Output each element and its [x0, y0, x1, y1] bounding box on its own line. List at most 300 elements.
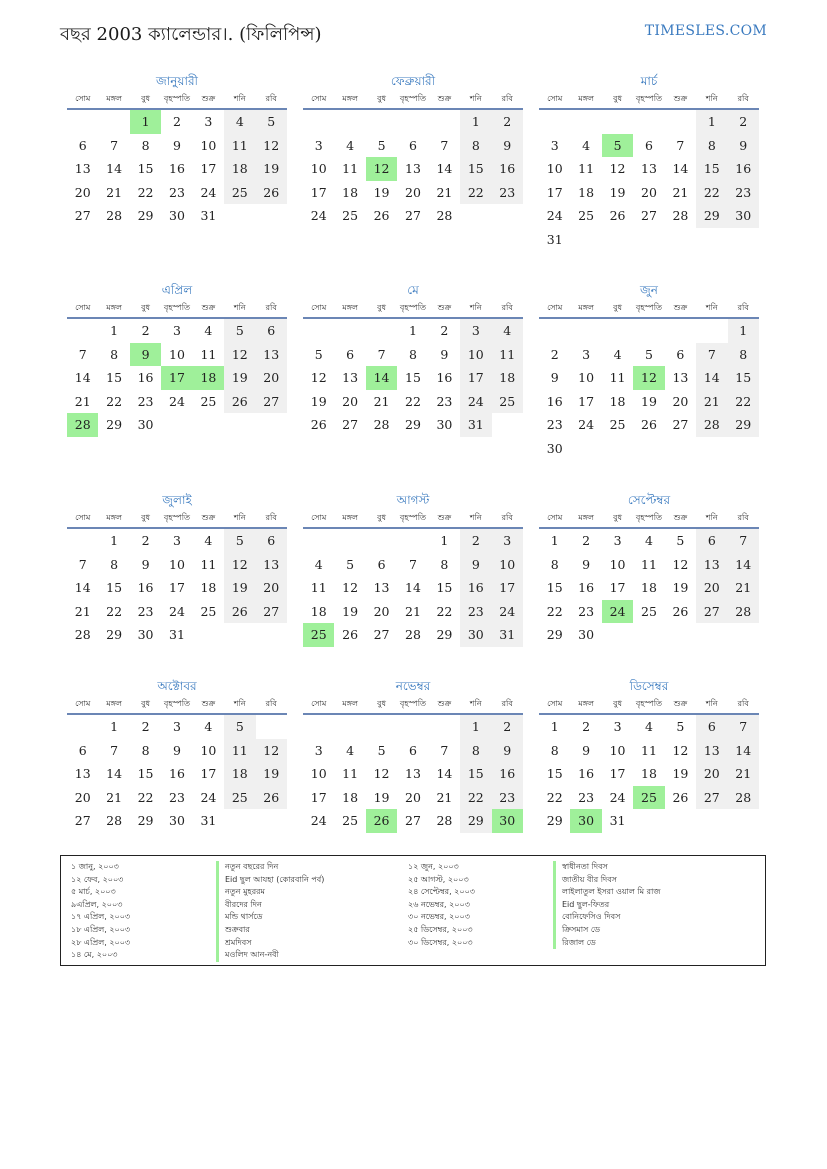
day-cell: 31	[200, 208, 217, 223]
day-cell: 16	[169, 161, 185, 176]
holiday-name: জাতীয় বীর দিবস	[553, 874, 661, 887]
day-cell: 17	[310, 789, 327, 805]
empty-day-cell	[256, 623, 287, 647]
day-cell: 7	[440, 137, 449, 153]
week-row	[303, 204, 523, 228]
month-name: ডিসেম্বর	[629, 679, 669, 693]
day-cell: 29	[106, 627, 123, 642]
week-row	[539, 623, 759, 647]
holiday-date: ৩০ ডিসেম্বর, ২০০৩	[408, 937, 473, 947]
day-cell: 28	[373, 417, 390, 432]
day-cell: 23	[137, 393, 154, 409]
day-cell: 13	[641, 161, 657, 176]
day-cell: 23	[137, 603, 154, 619]
holiday-name: শ্রমদিবস	[216, 937, 324, 950]
day-cell: 9	[141, 556, 150, 572]
day-cell: 15	[405, 370, 421, 385]
day-cell: 13	[256, 343, 287, 367]
day-cell: 12	[672, 742, 689, 758]
day-cell: 5	[256, 110, 287, 134]
week-row	[67, 157, 287, 181]
day-cell: 3	[460, 319, 491, 343]
day-cell: 8	[460, 739, 491, 763]
day-cell: 16	[436, 370, 453, 385]
day-cell: 18	[310, 603, 327, 619]
day-cell: 30	[578, 627, 595, 642]
day-cell: 15	[696, 157, 727, 181]
weekday-label: বৃহস্পতি	[399, 513, 427, 522]
weekday-label: শুক্র	[437, 303, 452, 312]
day-cell: 23	[578, 789, 595, 805]
weekday-label: মঙ্গল	[106, 94, 122, 103]
day-cell: 24	[546, 208, 563, 223]
day-cell: 8	[728, 343, 759, 367]
holiday-name: লাইলাতুল ইসরা ওয়াল মি রাজ	[553, 886, 661, 899]
day-cell: 3	[492, 529, 523, 553]
day-cell: 4	[492, 319, 523, 343]
day-cell: 9	[728, 134, 759, 158]
day-cell: 19	[672, 766, 689, 781]
day-cell: 25	[578, 208, 595, 223]
week-row	[303, 739, 523, 763]
weekday-label: শুক্র	[201, 94, 216, 103]
week-row	[303, 600, 523, 624]
holiday-date: ২৮ এপ্রিল, ২০০৩	[71, 937, 131, 947]
month-name: জুন	[640, 283, 658, 297]
weekday-label: শুক্র	[673, 699, 688, 708]
week-row	[539, 181, 759, 205]
weekday-label: সোম	[547, 94, 563, 103]
empty-day-cell	[570, 437, 601, 461]
day-cell: 14	[696, 366, 727, 390]
empty-day-cell	[492, 204, 523, 228]
weekday-header	[67, 695, 287, 715]
holiday-day-cell: 26	[366, 809, 397, 833]
day-cell: 23	[169, 789, 185, 805]
day-cell: 14	[728, 553, 759, 577]
weekday-label: বুধ	[377, 513, 387, 522]
day-cell: 5	[224, 319, 255, 343]
weekday-label: রবি	[737, 303, 749, 312]
empty-day-cell	[397, 110, 428, 134]
weekday-label: শুক্র	[673, 303, 688, 312]
weekday-header	[303, 695, 523, 715]
day-cell: 10	[310, 766, 327, 781]
week-row	[67, 181, 287, 205]
day-cell: 6	[696, 715, 727, 739]
week-row	[539, 413, 759, 437]
month-calendar	[67, 281, 287, 437]
week-row	[539, 157, 759, 181]
weekday-label: রবি	[501, 699, 513, 708]
day-cell: 2	[728, 110, 759, 134]
day-cell: 13	[373, 580, 390, 595]
day-cell: 21	[728, 576, 759, 600]
day-cell: 1	[440, 533, 449, 548]
day-cell: 11	[342, 766, 359, 781]
day-cell: 22	[546, 603, 563, 619]
day-cell: 18	[492, 366, 523, 390]
day-cell: 8	[141, 742, 150, 758]
weekday-label: শুক্র	[673, 94, 688, 103]
day-cell: 31	[460, 413, 491, 437]
week-row	[303, 413, 523, 437]
day-cell: 8	[460, 134, 491, 158]
weekday-label: শনি	[469, 94, 482, 103]
day-cell: 10	[460, 343, 491, 367]
holiday-day-cell: 12	[366, 157, 397, 181]
week-row	[303, 762, 523, 786]
day-cell: 21	[106, 184, 123, 200]
day-cell: 12	[224, 343, 255, 367]
day-cell: 23	[578, 603, 595, 619]
day-cell: 7	[78, 556, 87, 572]
day-cell: 4	[346, 137, 355, 153]
empty-day-cell	[429, 715, 460, 739]
weekday-label: মঙ্গল	[106, 303, 122, 312]
empty-day-cell	[366, 529, 397, 553]
week-row	[67, 529, 287, 553]
empty-day-cell	[224, 809, 255, 833]
day-cell: 18	[641, 580, 657, 595]
weekday-label: শনি	[705, 699, 718, 708]
day-cell: 29	[436, 627, 453, 642]
empty-day-cell	[366, 110, 397, 134]
day-cell: 26	[224, 390, 255, 414]
weekday-label: শুক্র	[201, 303, 216, 312]
weekday-label: মঙ্গল	[342, 699, 358, 708]
empty-day-cell	[728, 437, 759, 461]
empty-day-cell	[570, 319, 601, 343]
day-cell: 26	[672, 603, 689, 619]
empty-day-cell	[303, 319, 334, 343]
weekday-label: মঙ্গল	[578, 513, 594, 522]
day-cell: 14	[106, 766, 123, 781]
day-cell: 31	[169, 627, 185, 642]
holiday-name: ক্রিসমাস ডে	[553, 924, 661, 937]
day-cell: 3	[314, 742, 323, 758]
day-cell: 17	[200, 161, 217, 176]
day-cell: 16	[460, 576, 491, 600]
holiday-date: ১৭ এপ্রিল, ২০০৩	[71, 912, 131, 922]
day-cell: 26	[224, 600, 255, 624]
month-name: ফেব্রুয়ারী	[390, 74, 436, 88]
day-cell: 27	[641, 208, 657, 223]
day-cell: 30	[436, 417, 453, 432]
day-cell: 25	[492, 390, 523, 414]
day-cell: 26	[342, 627, 359, 642]
day-cell: 31	[200, 813, 217, 828]
day-cell: 28	[672, 208, 689, 223]
day-cell: 29	[405, 417, 421, 432]
week-row	[303, 366, 523, 390]
day-cell: 15	[546, 580, 563, 595]
weekday-header	[539, 695, 759, 715]
empty-day-cell	[161, 413, 192, 437]
day-cell: 26	[310, 417, 327, 432]
day-cell: 9	[582, 742, 591, 758]
day-cell: 24	[609, 789, 626, 805]
holiday-name: বোনিফেসিও দিবস	[553, 911, 661, 924]
empty-day-cell	[67, 715, 98, 739]
empty-day-cell	[633, 319, 664, 343]
empty-day-cell	[665, 437, 696, 461]
day-cell: 20	[696, 576, 727, 600]
day-cell: 25	[200, 393, 217, 409]
weekday-label: বৃহস্পতি	[163, 303, 191, 312]
day-cell: 10	[169, 556, 185, 572]
day-cell: 8	[110, 346, 119, 362]
weekday-label: সোম	[547, 303, 563, 312]
day-cell: 4	[224, 110, 255, 134]
weekday-label: সোম	[311, 303, 327, 312]
empty-day-cell	[539, 319, 570, 343]
day-cell: 4	[204, 533, 213, 548]
day-cell: 19	[641, 393, 657, 409]
weekday-label: রবি	[265, 699, 277, 708]
day-cell: 1	[696, 110, 727, 134]
day-cell: 6	[377, 556, 386, 572]
day-cell: 6	[256, 529, 287, 553]
day-cell: 13	[256, 553, 287, 577]
day-cell: 19	[342, 603, 359, 619]
month-name: জুলাই	[162, 493, 192, 507]
empty-day-cell	[696, 623, 727, 647]
weekday-label: শনি	[233, 513, 246, 522]
empty-day-cell	[256, 715, 287, 739]
day-cell: 8	[696, 134, 727, 158]
day-cell: 10	[609, 556, 626, 572]
day-cell: 24	[492, 600, 523, 624]
day-cell: 14	[405, 580, 421, 595]
month-name: এপ্রিল	[161, 283, 193, 297]
holiday-date: ৫ মার্চ, ২০০৩	[71, 887, 116, 897]
day-cell: 6	[645, 137, 653, 153]
day-cell: 30	[169, 813, 185, 828]
holiday-date: ২৪ সেপ্টেম্বর, ২০০৩	[408, 887, 475, 897]
day-cell: 29	[137, 208, 154, 223]
day-cell: 18	[609, 393, 626, 409]
holiday-name: রিজাল ডে	[553, 937, 661, 950]
week-row	[67, 110, 287, 134]
weekday-label: রবি	[265, 94, 277, 103]
site-name-link[interactable]: TIMESLES.COM	[644, 23, 767, 39]
day-cell: 23	[460, 600, 491, 624]
day-cell: 20	[256, 366, 287, 390]
empty-day-cell	[334, 110, 365, 134]
day-cell: 17	[546, 184, 563, 200]
empty-day-cell	[570, 110, 601, 134]
weekday-label: বৃহস্পতি	[635, 699, 663, 708]
day-cell: 27	[256, 600, 287, 624]
holiday-date: ৩০ নভেম্বর, ২০০৩	[408, 912, 470, 922]
month-calendar	[303, 491, 523, 647]
day-cell: 5	[224, 715, 255, 739]
empty-day-cell	[728, 809, 759, 833]
holiday-name: শুক্রবার	[216, 924, 324, 937]
day-cell: 3	[173, 719, 181, 734]
day-cell: 10	[200, 742, 217, 758]
day-cell: 19	[224, 576, 255, 600]
holiday-date: ১২ জুন, ২০০৩	[408, 862, 459, 871]
empty-day-cell	[665, 319, 696, 343]
day-cell: 21	[436, 789, 453, 805]
day-cell: 5	[377, 137, 386, 153]
day-cell: 10	[546, 161, 563, 176]
day-cell: 21	[74, 603, 91, 619]
holiday-day-cell: 30	[492, 809, 523, 833]
day-cell: 8	[409, 346, 417, 362]
day-cell: 26	[672, 789, 689, 805]
day-cell: 11	[609, 370, 626, 385]
day-cell: 3	[314, 137, 323, 153]
day-cell: 28	[74, 627, 91, 642]
day-cell: 22	[546, 789, 563, 805]
day-cell: 31	[492, 623, 523, 647]
week-row	[67, 366, 287, 390]
day-cell: 27	[74, 813, 91, 828]
week-row	[539, 390, 759, 414]
day-cell: 8	[110, 556, 119, 572]
empty-day-cell	[303, 715, 334, 739]
day-cell: 29	[137, 813, 154, 828]
empty-day-cell	[728, 228, 759, 252]
week-row	[303, 623, 523, 647]
week-row	[539, 366, 759, 390]
empty-day-cell	[696, 809, 727, 833]
day-cell: 16	[169, 766, 185, 781]
holiday-day-cell: 25	[303, 623, 334, 647]
empty-day-cell	[397, 529, 428, 553]
day-cell: 18	[200, 580, 217, 595]
day-cell: 17	[492, 576, 523, 600]
day-cell: 14	[106, 161, 123, 176]
day-cell: 8	[550, 742, 559, 758]
empty-day-cell	[633, 623, 664, 647]
day-cell: 30	[460, 623, 491, 647]
empty-day-cell	[256, 413, 287, 437]
month-name: মে	[407, 283, 419, 297]
weekday-label: সোম	[75, 303, 91, 312]
day-cell: 26	[256, 181, 287, 205]
day-cell: 17	[609, 580, 626, 595]
holiday-name: মওলিদ আন-নবী	[216, 949, 324, 962]
empty-day-cell	[696, 228, 727, 252]
empty-day-cell	[366, 715, 397, 739]
weekday-label: শনি	[705, 303, 718, 312]
week-row	[539, 204, 759, 228]
day-cell: 6	[676, 346, 685, 362]
day-cell: 3	[173, 533, 181, 548]
weekday-label: মঙ্গল	[578, 699, 594, 708]
day-cell: 29	[106, 417, 123, 432]
weekday-label: মঙ্গল	[106, 513, 122, 522]
day-cell: 11	[310, 580, 327, 595]
weekday-label: শনি	[233, 303, 246, 312]
day-cell: 4	[645, 533, 653, 548]
day-cell: 14	[74, 370, 91, 385]
week-row	[539, 110, 759, 134]
day-cell: 15	[137, 161, 154, 176]
day-cell: 7	[110, 137, 119, 153]
day-cell: 11	[641, 742, 657, 758]
empty-day-cell	[633, 228, 664, 252]
empty-day-cell	[665, 110, 696, 134]
empty-day-cell	[696, 319, 727, 343]
weekday-label: রবি	[501, 513, 513, 522]
day-cell: 8	[440, 556, 449, 572]
day-cell: 13	[696, 553, 727, 577]
day-cell: 30	[137, 417, 154, 432]
holiday-day-cell: 28	[67, 413, 98, 437]
day-cell: 28	[106, 813, 123, 828]
empty-day-cell	[224, 413, 255, 437]
weekday-label: সোম	[311, 94, 327, 103]
day-cell: 28	[405, 627, 421, 642]
holiday-date: ১ জানু, ২০০৩	[71, 862, 119, 871]
day-cell: 16	[578, 580, 595, 595]
holiday-day-cell: 25	[633, 786, 664, 810]
weekday-label: শনি	[705, 513, 718, 522]
day-cell: 23	[492, 786, 523, 810]
day-cell: 28	[696, 413, 727, 437]
day-cell: 22	[460, 786, 491, 810]
day-cell: 3	[550, 137, 559, 153]
empty-day-cell	[633, 110, 664, 134]
day-cell: 22	[405, 393, 421, 409]
month-calendar	[303, 281, 523, 437]
day-cell: 19	[609, 184, 626, 200]
day-cell: 24	[310, 208, 327, 223]
day-cell: 22	[137, 184, 154, 200]
day-cell: 3	[204, 114, 213, 129]
day-cell: 22	[106, 393, 123, 409]
week-row	[303, 157, 523, 181]
day-cell: 15	[728, 366, 759, 390]
weekday-label: মঙ্গল	[106, 699, 122, 708]
day-cell: 27	[696, 786, 727, 810]
day-cell: 27	[405, 813, 421, 828]
day-cell: 16	[492, 762, 523, 786]
week-row	[539, 739, 759, 763]
day-cell: 14	[728, 739, 759, 763]
day-cell: 28	[436, 208, 453, 223]
month-calendar	[539, 677, 759, 833]
holiday-date: ২৫ ডিসেম্বর, ২০০৩	[408, 924, 473, 934]
empty-day-cell	[539, 110, 570, 134]
holiday-day-cell: 9	[130, 343, 161, 367]
week-row	[539, 228, 759, 252]
day-cell: 16	[492, 157, 523, 181]
day-cell: 10	[492, 553, 523, 577]
empty-day-cell	[602, 437, 633, 461]
day-cell: 1	[110, 533, 119, 548]
weekday-header	[539, 90, 759, 110]
day-cell: 25	[224, 786, 255, 810]
empty-day-cell	[366, 319, 397, 343]
day-cell: 24	[200, 184, 217, 200]
week-row	[303, 134, 523, 158]
day-cell: 30	[137, 627, 154, 642]
empty-day-cell	[67, 110, 98, 134]
day-cell: 11	[200, 346, 217, 362]
day-cell: 29	[728, 413, 759, 437]
day-cell: 11	[492, 343, 523, 367]
day-cell: 29	[546, 627, 563, 642]
day-cell: 3	[173, 323, 181, 338]
day-cell: 20	[405, 789, 421, 805]
day-cell: 28	[728, 600, 759, 624]
